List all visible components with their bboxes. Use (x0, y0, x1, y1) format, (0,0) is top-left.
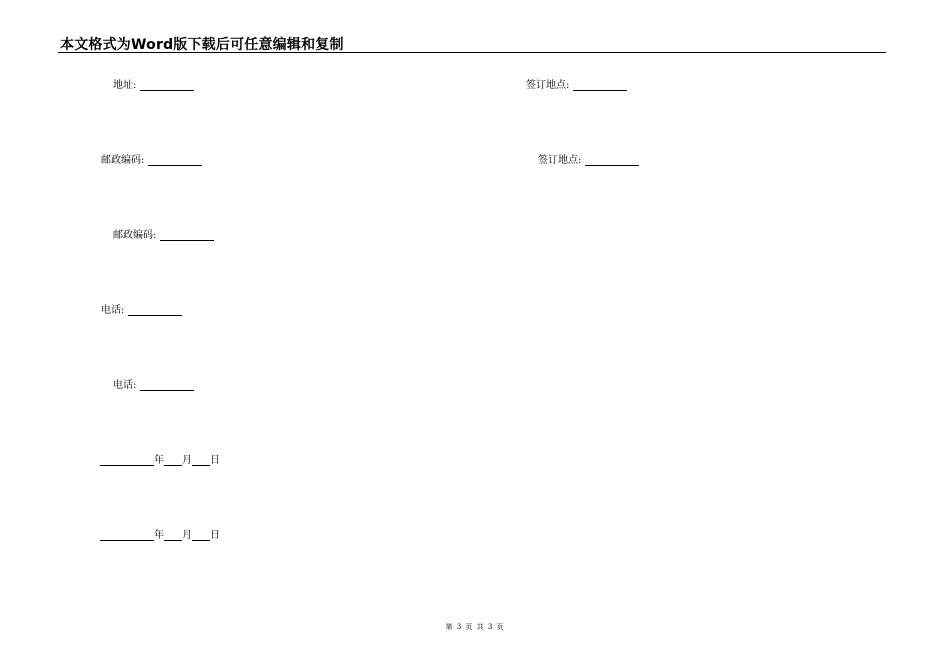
signing-place-blank-2[interactable] (585, 155, 639, 166)
document-header-title: 本文格式为Word版下载后可任意编辑和复制 (60, 37, 344, 53)
phone-blank-2[interactable] (140, 380, 194, 391)
signing-place-field-1 (526, 80, 627, 92)
phone-field-1 (101, 305, 182, 317)
day-label-1: 日 (210, 455, 220, 466)
day-blank-1[interactable] (192, 455, 210, 466)
signing-place-blank-1[interactable] (573, 80, 627, 91)
year-label-1: 年 (154, 455, 164, 466)
postcode-field-2 (113, 230, 214, 242)
day-label-2: 日 (210, 530, 220, 541)
year-blank-1[interactable] (100, 455, 154, 466)
month-label-1: 月 (182, 455, 192, 466)
date-field-1 (100, 455, 220, 467)
postcode-label-1: 邮政编码: (101, 155, 145, 166)
signing-place-label-1: 签订地点: (526, 80, 570, 91)
page-number: 第 3 页 共 3 页 (445, 623, 505, 631)
address-blank[interactable] (140, 80, 194, 91)
signing-place-field-2 (538, 155, 639, 167)
address-label: 地址: (113, 80, 137, 91)
month-blank-2[interactable] (164, 530, 182, 541)
address-field (113, 80, 194, 92)
year-blank-2[interactable] (100, 530, 154, 541)
phone-field-2 (113, 380, 194, 392)
phone-label-1: 电话: (101, 305, 125, 316)
month-blank-1[interactable] (164, 455, 182, 466)
postcode-blank-2[interactable] (160, 230, 214, 241)
header-divider (58, 52, 886, 53)
day-blank-2[interactable] (192, 530, 210, 541)
postcode-label-2: 邮政编码: (113, 230, 157, 241)
postcode-field-1 (101, 155, 202, 167)
year-label-2: 年 (154, 530, 164, 541)
phone-label-2: 电话: (113, 380, 137, 391)
postcode-blank-1[interactable] (148, 155, 202, 166)
month-label-2: 月 (182, 530, 192, 541)
signing-place-label-2: 签订地点: (538, 155, 582, 166)
date-field-2 (100, 530, 220, 542)
phone-blank-1[interactable] (128, 305, 182, 316)
